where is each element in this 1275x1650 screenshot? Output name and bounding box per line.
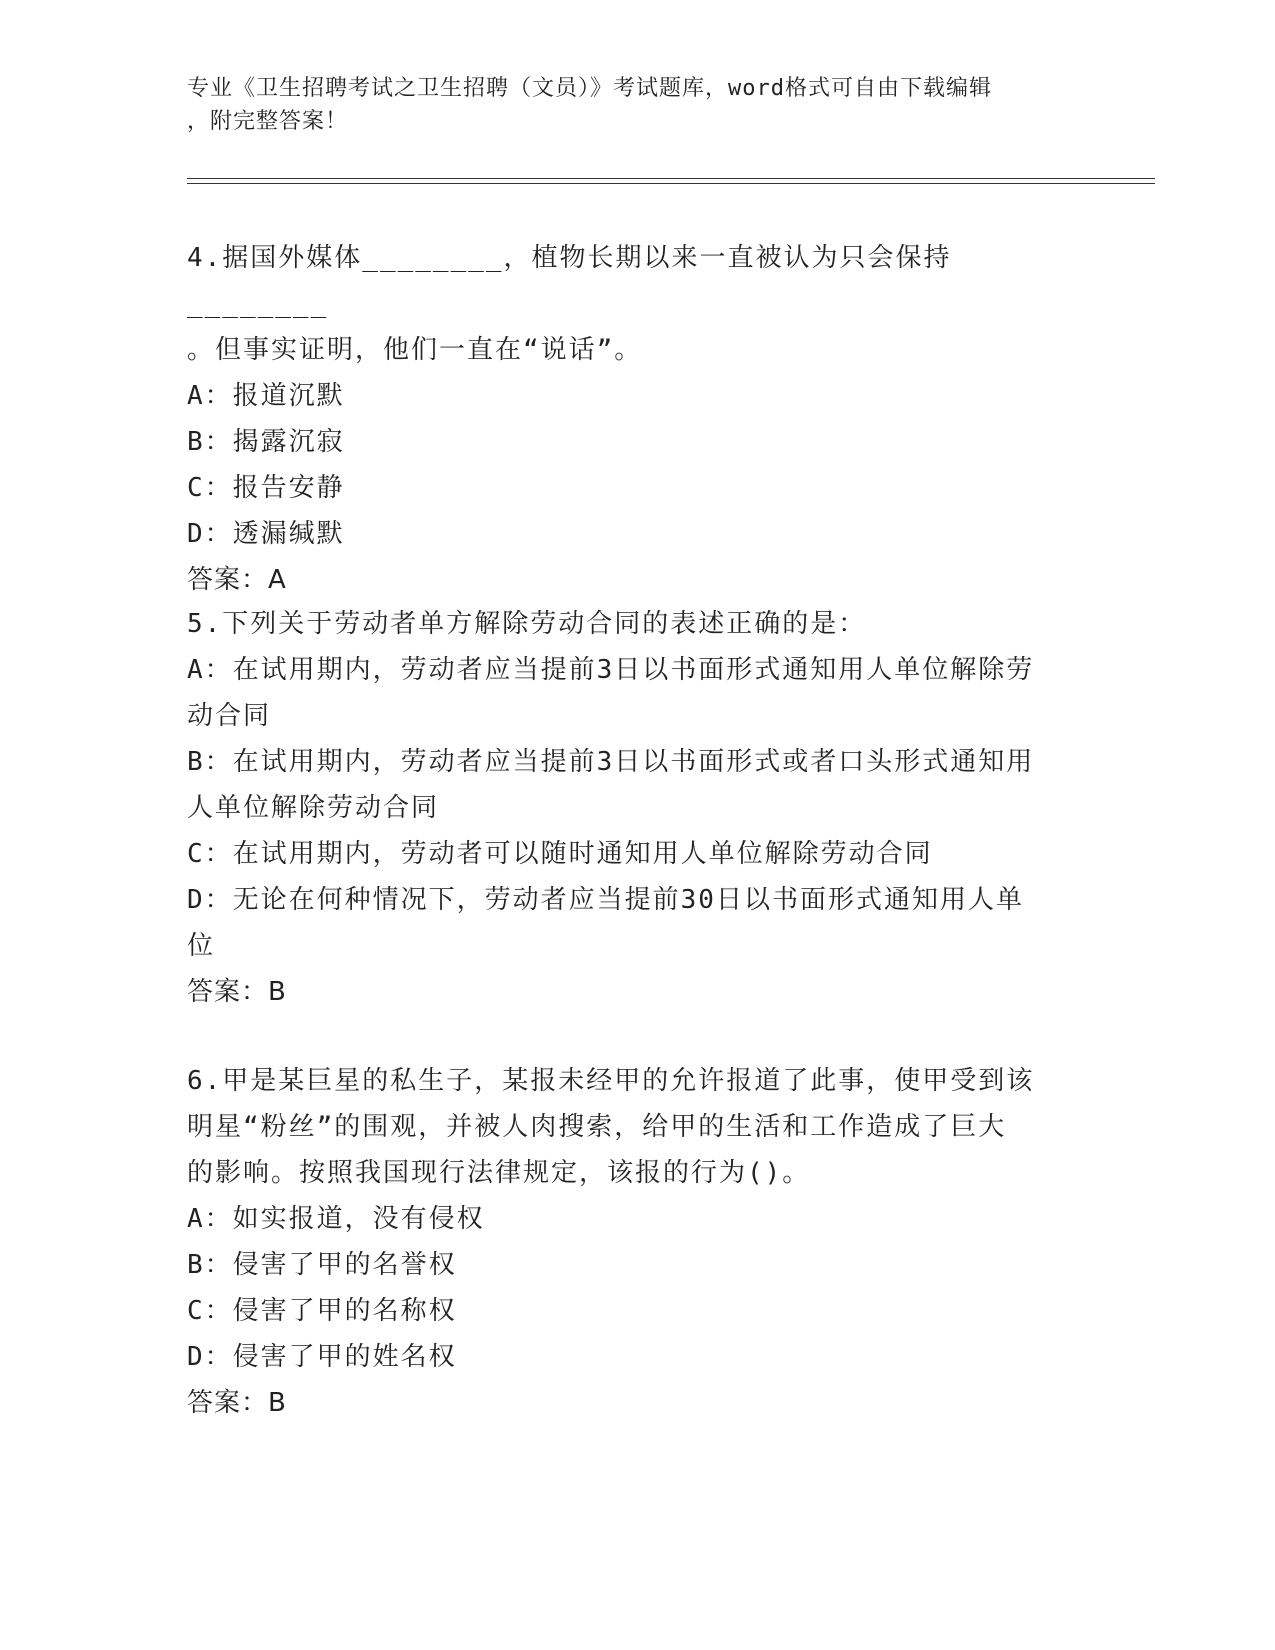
- document-header: [187, 72, 1067, 138]
- answer-label: 答案：B: [187, 1388, 287, 1418]
- option-c: C：侵害了甲的名称权: [187, 1296, 457, 1326]
- option-d-line-1: D：无论在何种情况下，劳动者应当提前30日以书面形式通知用人单: [187, 885, 1024, 915]
- option-d: D：透漏缄默: [187, 519, 345, 549]
- header-divider-bottom: [187, 183, 1155, 184]
- option-a-line-1: A：在试用期内，劳动者应当提前3日以书面形式通知用人单位解除劳: [187, 655, 1035, 685]
- option-a: A：如实报道，没有侵权: [187, 1204, 485, 1234]
- header-line-2: ，附完整答案！: [187, 109, 349, 134]
- option-b: B：揭露沉寂: [187, 427, 345, 457]
- question-6: [187, 1058, 1077, 1426]
- question-4: [187, 235, 1077, 603]
- question-5: [187, 601, 1077, 1015]
- answer-label: 答案：B: [187, 977, 287, 1007]
- question-stem-line: 5.下列关于劳动者单方解除劳动合同的表述正确的是：: [187, 609, 867, 639]
- question-stem-line: 的影响。按照我国现行法律规定，该报的行为()。: [187, 1158, 811, 1188]
- question-stem-line: 明星“粉丝”的围观，并被人肉搜索，给甲的生活和工作造成了巨大: [187, 1112, 1007, 1142]
- question-stem-line: 。但事实证明，他们一直在“说话”。: [187, 335, 643, 365]
- header-divider-top: [187, 178, 1155, 179]
- question-stem-line: 4.据国外媒体________，植物长期以来一直被认为只会保持________: [187, 243, 952, 319]
- option-b-line-1: B：在试用期内，劳动者应当提前3日以书面形式或者口头形式通知用: [187, 747, 1035, 777]
- header-line-1: 专业《卫生招聘考试之卫生招聘（文员）》考试题库，word格式可自由下载编辑: [187, 76, 992, 101]
- option-c: C：在试用期内，劳动者可以随时通知用人单位解除劳动合同: [187, 839, 933, 869]
- option-b: B：侵害了甲的名誉权: [187, 1250, 457, 1280]
- option-a-line-2: 动合同: [187, 701, 272, 731]
- option-c: C：报告安静: [187, 473, 345, 503]
- question-stem-line: 6.甲是某巨星的私生子，某报未经甲的允许报道了此事，使甲受到该: [187, 1066, 1035, 1096]
- option-b-line-2: 人单位解除劳动合同: [187, 793, 440, 823]
- answer-label: 答案：A: [187, 565, 287, 595]
- option-d: D：侵害了甲的姓名权: [187, 1342, 457, 1372]
- option-a: A：报道沉默: [187, 381, 345, 411]
- option-d-line-2: 位: [187, 931, 216, 961]
